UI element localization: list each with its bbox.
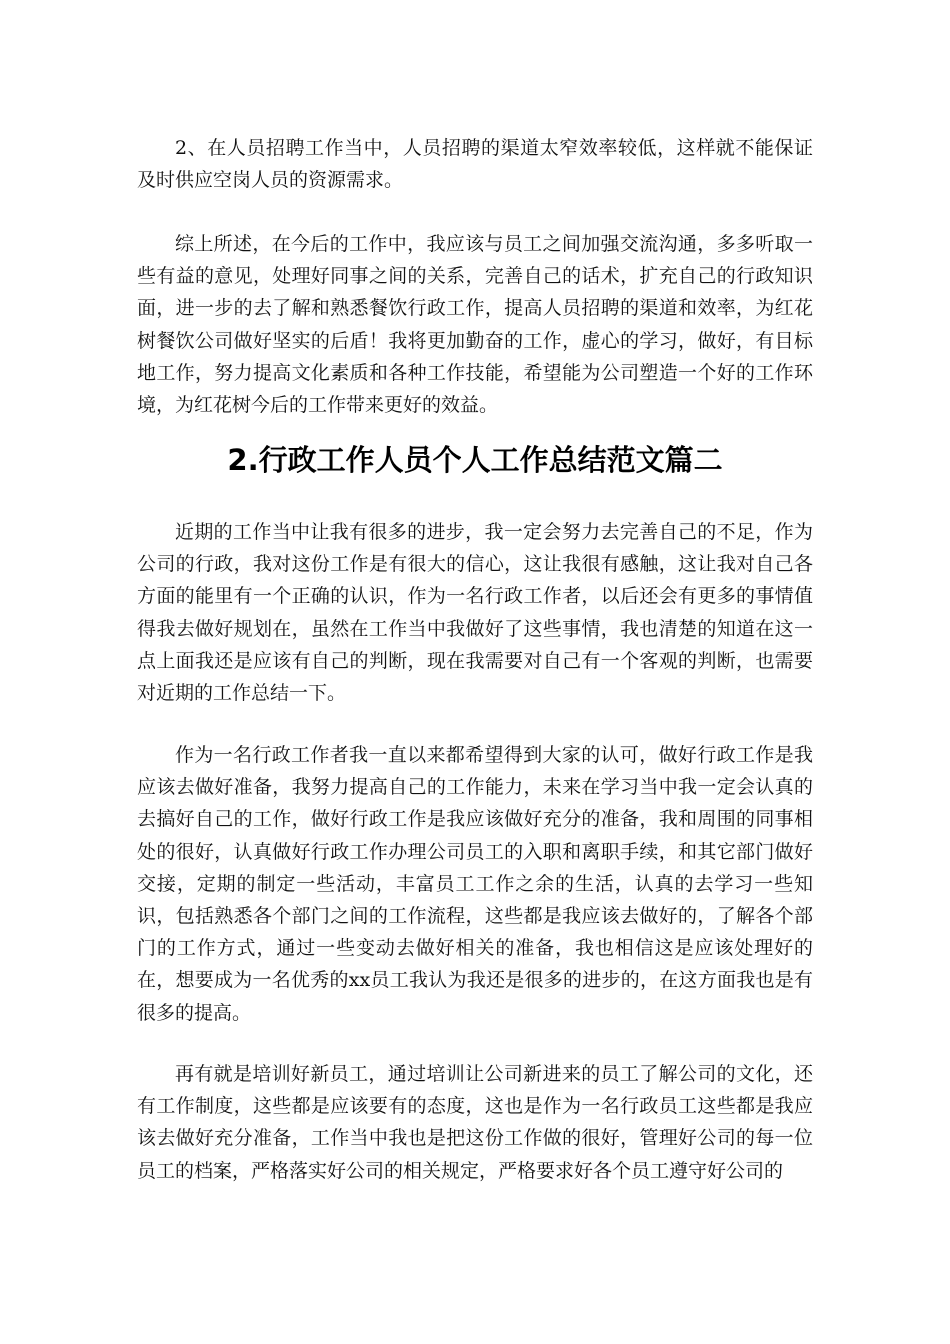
section-heading: 2.行政工作人员个人工作总结范文篇二 [227, 443, 723, 477]
paragraph-admin-work: 作为一名行政工作者我一直以来都希望得到大家的认可，做好行政工作是我应该去做好准备，我努力提高自己的工作能力，未来在学习当中我一定会认真的去搞好自己的工作，做好行政工作是我应该做好充分的准备，我和周围的同事相处的很好，认真做好行政工作办理公司员工的入职和离职手续，和其它部门做好交接，定期的制定一些活动，丰富员工工作之余的生活，认真的去学习一些知识，包括熟悉各个部门之间的工作流程，这些都是我应该去做好的，了解各个部门的工作方式，通过一些变动去做好相关的准备，我也相信这是应该处理好的在，想要成为一名优秀的xx员工我认为我还是很多的进步的，在这方面我也是有很多的提高。 [137, 744, 813, 1024]
paragraph-summary-conclusion: 综上所述，在今后的工作中，我应该与员工之间加强交流沟通，多多听取一些有益的意见，处理好同事之间的关系，完善自己的话术，扩充自己的行政知识面，进一步的去了解和熟悉餐饮行政工作，提高人员招聘的渠道和效率，为红花树餐饮公司做好坚实的后盾！我将更加勤奋的工作，虚心的学习，做好，有目标地工作，努力提高文化素质和各种工作技能，希望能为公司塑造一个好的工作环境，为红花树今后的工作带来更好的效益。 [137, 233, 813, 417]
paragraph-recent-progress: 近期的工作当中让我有很多的进步，我一定会努力去完善自己的不足，作为公司的行政，我对这份工作是有很大的信心，这让我很有感触，这让我对自己各方面的能里有一个正确的认识，作为一名行政工作者，以后还会有更多的事情值得我去做好规划在，虽然在工作当中我做好了这些事情，我也清楚的知道在这一点上面我还是应该有自己的判断，现在我需要对自己有一个客观的判断，也需要对近期的工作总结一下。 [137, 521, 813, 705]
paragraph-training-new-staff: 再有就是培训好新员工，通过培训让公司新进来的员工了解公司的文化，还有工作制度，这些都是应该要有的态度，这也是作为一名行政员工这些都是我应该去做好充分准备，工作当中我也是把这份工作做的很好，管理好公司的每一位员工的档案，严格落实好公司的相关规定，严格要求好各个员工遵守好公司的 [137, 1063, 813, 1182]
paragraph-recruitment-issue: 2、在人员招聘工作当中，人员招聘的渠道太窄效率较低，这样就不能保证及时供应空岗人员的资源需求。 [137, 137, 813, 192]
